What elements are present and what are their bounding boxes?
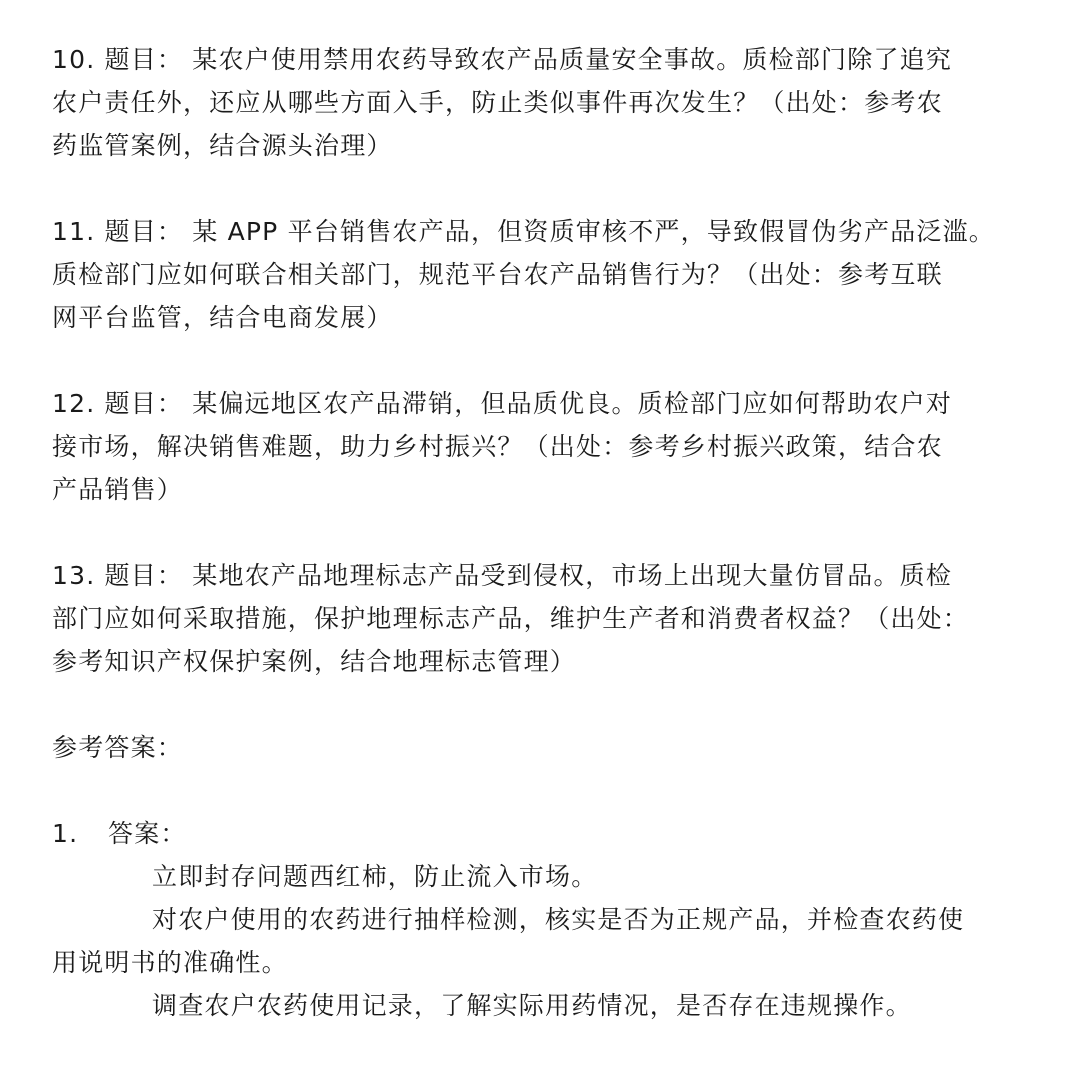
answer-item: 调查农户农药使用记录，了解实际用药情况，是否存在违规操作。 [152,991,912,1020]
question-11 [52,210,1042,339]
question-line: 农户责任外，还应从哪些方面入手，防止类似事件再次发生？（出处：参考农 [52,88,943,117]
answers-heading: 参考答案： [52,733,184,762]
question-10 [52,38,1042,167]
question-line: 网平台监管，结合电商发展） [52,303,393,332]
question-line: 质检部门应如何联合相关部门，规范平台农产品销售行为？（出处：参考互联 [52,260,943,289]
question-line: 10. 题目： 某农户使用禁用农药导致农产品质量安全事故。质检部门除了追究 [52,45,953,74]
question-line: 参考知识产权保护案例，结合地理标志管理） [52,647,577,676]
answer-item: 对农户使用的农药进行抽样检测，核实是否为正规产品，并检查农药使 [152,905,965,934]
answer-label: 答案： [108,819,187,848]
question-line: 12. 题目： 某偏远地区农产品滞销，但品质优良。质检部门应如何帮助农户对 [52,389,953,418]
question-line: 11. 题目： 某 APP 平台销售农产品，但资质审核不严，导致假冒伪劣产品泛滥。 [52,217,996,246]
question-13 [52,554,1042,683]
answer-header [52,812,1042,855]
answer-1 [52,812,1042,1027]
question-line: 产品销售） [52,475,184,504]
question-line: 13. 题目： 某地农产品地理标志产品受到侵权，市场上出现大量仿冒品。质检 [52,561,953,590]
question-line: 药监管案例，结合源头治理） [52,131,393,160]
question-line: 接市场，解决销售难题，助力乡村振兴？（出处：参考乡村振兴政策，结合农 [52,432,943,461]
answer-number: 1. [52,819,79,848]
question-line: 部门应如何采取措施，保护地理标志产品，维护生产者和消费者权益？（出处： [52,604,970,633]
question-12 [52,382,1042,511]
document-page [52,38,1042,1027]
answer-item-continuation: 用说明书的准确性。 [52,948,288,977]
answer-item: 立即封存问题西红柿，防止流入市场。 [152,862,598,891]
